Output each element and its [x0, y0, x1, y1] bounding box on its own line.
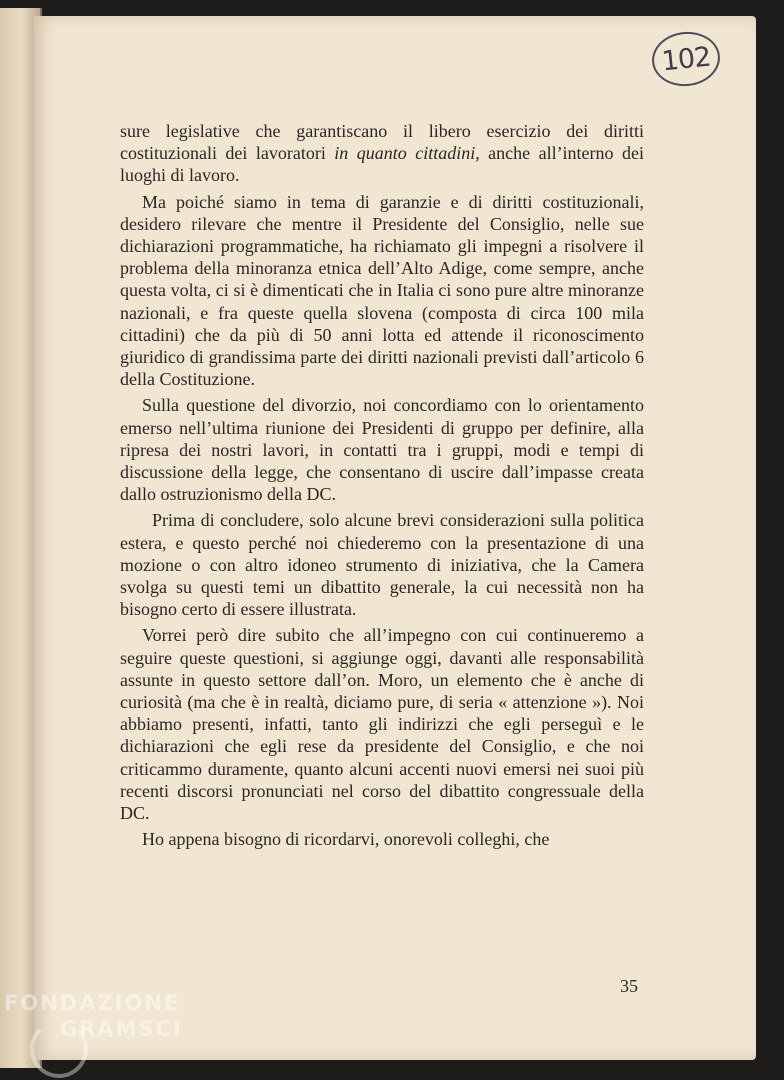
body-text: [120, 120, 644, 855]
text-run: sure legislative che garantiscano il libero esercizio dei diritti costituzionali dei lavoratori: [120, 121, 644, 164]
watermark-line-2: GRAMSCI: [60, 1017, 183, 1041]
text-run: , anche all’interno dei luoghi di lavoro.: [120, 143, 644, 186]
paragraph-6: Ho appena bisogno di ricordarvi, onorevoli colleghi, che: [142, 829, 550, 850]
watermark-logo-icon: [30, 1020, 88, 1078]
paragraph-4: Prima di concludere, solo alcune brevi considerazioni sulla politica estera, e questo perché noi chiederemo con la presentazione di una mozione o con altro idoneo strumento di iniziativa, che la Camera svolga su questi temi un dibattito generale, la cui necessità non ha bisogno certo di essere illustrata.: [120, 510, 644, 620]
italic-text-run: in quanto cittadini: [334, 143, 476, 164]
paragraph-5: Vorrei però dire subito che all’impegno con cui continueremo a seguire queste questioni, si aggiunge oggi, davanti alle responsabilità assunte in questo settore dall’on. Moro, un elemento che è anche di curiosità (ma che è in realtà, diciamo pure, di seria « attenzione »). Noi abbiamo presenti, infatti, tanto gli indirizzi che egli perseguì e le dichiarazioni che egli rese da presidente del Consiglio, e che noi criticammo duramente, quanto alcuni accenti nuovi emersi nei suoi più recenti discorsi pronunciati nel corso del dibattito congressuale della DC.: [120, 625, 644, 824]
paragraph-3: Sulla questione del divorzio, noi concordiamo con lo orientamento emerso nell’ultima riunione dei Presidenti di gruppo per definire, alla ripresa dei nostri lavori, in contatti tra i gruppi, modi e tempi di discussione della legge, che consentano di uscire dall’impasse creata dallo ostruzionismo della DC.: [120, 395, 644, 505]
paragraph-1: [120, 120, 644, 187]
book-page: [34, 16, 756, 1060]
paragraph-2: Ma poiché siamo in tema di garanzie e di diritti costituzionali, desidero rilevare che mentre il Presidente del Consiglio, nelle sue dichiarazioni programmatiche, ha richiamato gli impegni a risolvere il problema della minoranza etnica dell’Alto Adige, come sempre, anche questa volta, ci si è dimenticati che in Italia ci sono pure altre minoranze nazionali, e fra queste quella slovena (composta di circa 100 mila cittadini) che da più di 50 anni lotta ed attende il riconoscimento giuridico di grandissima parte dei diritti nazionali previsti dall’articolo 6 della Costituzione.: [120, 191, 644, 390]
page-number: 35: [620, 976, 638, 996]
annotation-text: 102: [660, 41, 712, 77]
watermark-line-1: FONDAZIONE: [4, 991, 181, 1015]
handwritten-page-annotation: [649, 29, 722, 90]
